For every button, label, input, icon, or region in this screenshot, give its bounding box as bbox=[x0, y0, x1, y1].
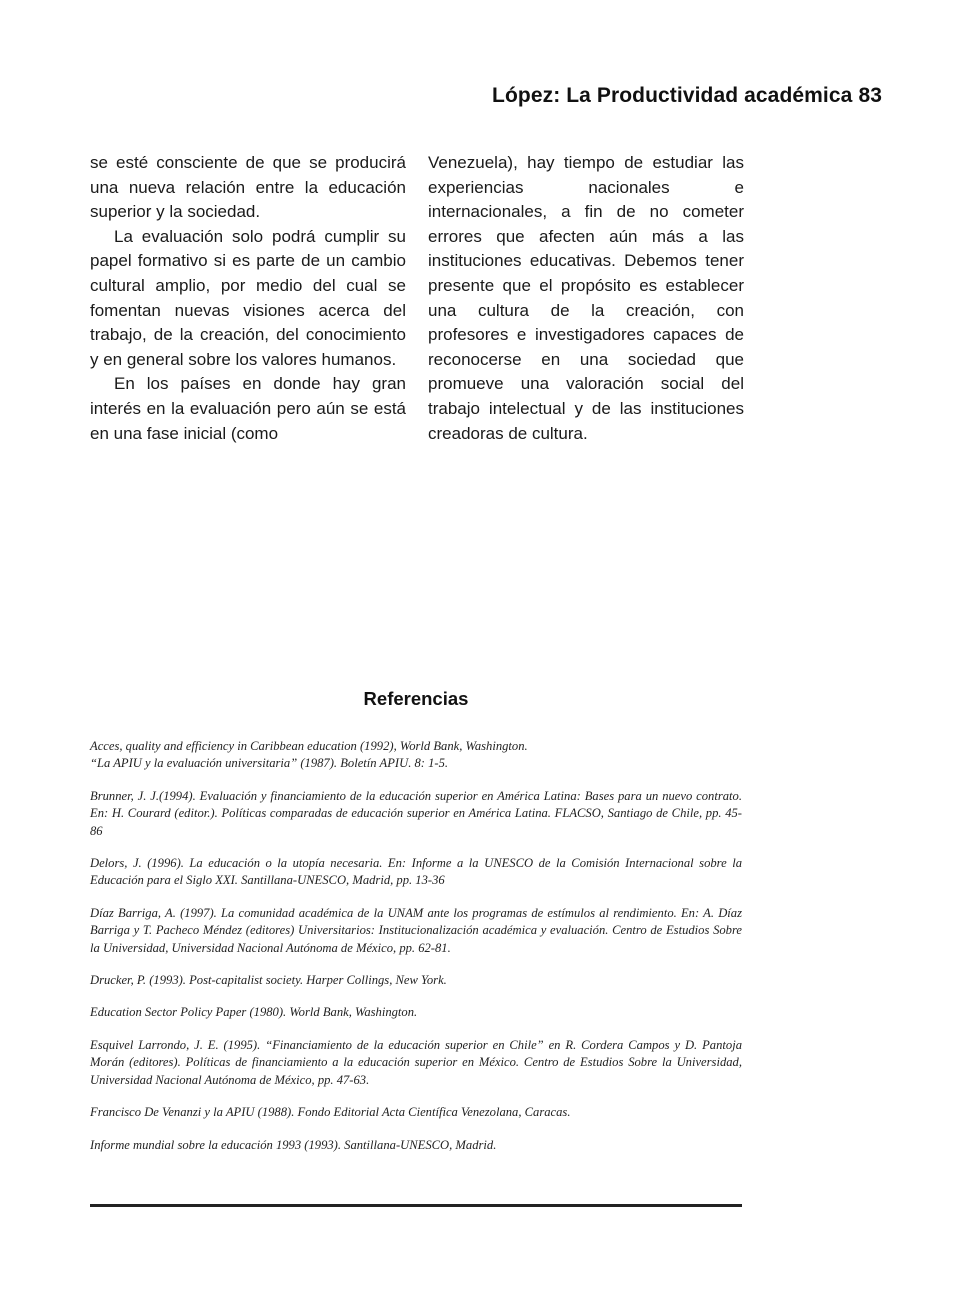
reference-entry bbox=[90, 788, 742, 840]
references-list bbox=[90, 738, 742, 1169]
paragraph: La evaluación solo podrá cumplir su papel formativo si es parte de un cambio cultural amplio, por medio del cual se fomentan nuevas visiones acerca del trabajo, de la creación, del conocimiento y en general sobre los valores humanos. bbox=[90, 226, 406, 369]
reference-entry bbox=[90, 738, 742, 773]
reference-entry bbox=[90, 1004, 742, 1021]
reference-text: Esquivel Larrondo, J. E. (1995). “Financiamiento de la educación superior en Chile” en R. Cordera Campos y D. Pantoja Morán (editores). Políticas de financiamiento a la educación superior en México. Centro de Estudios Sobre la Universidad, Universidad Nacional Autónoma de México, pp. 47-63. bbox=[90, 1037, 742, 1087]
paragraph: En los países en donde hay gran interés en la evaluación pero aún se está en una fase inicial (como bbox=[90, 374, 406, 443]
reference-entry bbox=[90, 1104, 742, 1121]
reference-entry bbox=[90, 1037, 742, 1089]
reference-text: Francisco De Venanzi y la APIU (1988). Fondo Editorial Acta Científica Venezolana, Caracas. bbox=[90, 1105, 571, 1120]
reference-entry bbox=[90, 855, 742, 890]
reference-entry bbox=[90, 905, 742, 957]
body-column-right bbox=[428, 151, 744, 446]
paragraph: Venezuela), hay tiempo de estudiar las experiencias nacionales e internacionales, a fin de no cometer errores que afecten aún más a las instituciones educativas. Debemos tener presente que el propósito es establecer una cultura de la creación, con profesores e investigadores capaces de reconocerse en una sociedad que promueve una valoración social del trabajo intelectual y de las instituciones creadoras de cultura. bbox=[428, 153, 744, 443]
bottom-rule bbox=[90, 1204, 742, 1207]
paragraph: se esté consciente de que se producirá una nueva relación entre la educación superior y la sociedad. bbox=[90, 153, 406, 222]
reference-entry bbox=[90, 1137, 742, 1154]
references-heading: Referencias bbox=[363, 688, 469, 709]
page-number: 83 bbox=[858, 84, 882, 107]
reference-text: Informe mundial sobre la educación 1993 (1993). Santillana-UNESCO, Madrid. bbox=[90, 1137, 497, 1152]
reference-text: Education Sector Policy Paper (1980). World Bank, Washington. bbox=[90, 1005, 418, 1020]
reference-text: Díaz Barriga, A. (1997). La comunidad académica de la UNAM ante los programas de estímulos al rendimiento. En: A. Díaz Barriga y T. Pacheco Méndez (editores) Universitarios: Institucionalización académica y evaluación. Centro de Estudios Sobre la Universidad, Universidad Nacional Autónoma de México, pp. 62-81. bbox=[90, 905, 742, 955]
running-title: López: La Productividad académica bbox=[492, 84, 853, 107]
reference-text: Delors, J. (1996). La educación o la utopía necesaria. En: Informe a la UNESCO de la Comisión Internacional sobre la Educación para el Siglo XXI. Santillana-UNESCO, Madrid, pp. 13-36 bbox=[90, 856, 742, 888]
reference-entry bbox=[90, 972, 742, 989]
body-column-left bbox=[90, 151, 406, 446]
running-head bbox=[492, 84, 882, 108]
reference-text: Brunner, J. J.(1994). Evaluación y financiamiento de la educación superior en América Latina: Bases para un nuevo contrato. En: H. Courard (editor.). Políticas comparadas de educación superior en América Latina. FLACSO, Santiago de Chile, pp. 45-86 bbox=[90, 788, 742, 838]
reference-text: “La APIU y la evaluación universitaria” (1987). Boletín APIU. 8: 1-5. bbox=[90, 756, 449, 771]
reference-text: Drucker, P. (1993). Post-capitalist society. Harper Collings, New York. bbox=[90, 973, 447, 988]
reference-text: Acces, quality and efficiency in Caribbean education (1992), World Bank, Washington. bbox=[90, 739, 528, 753]
